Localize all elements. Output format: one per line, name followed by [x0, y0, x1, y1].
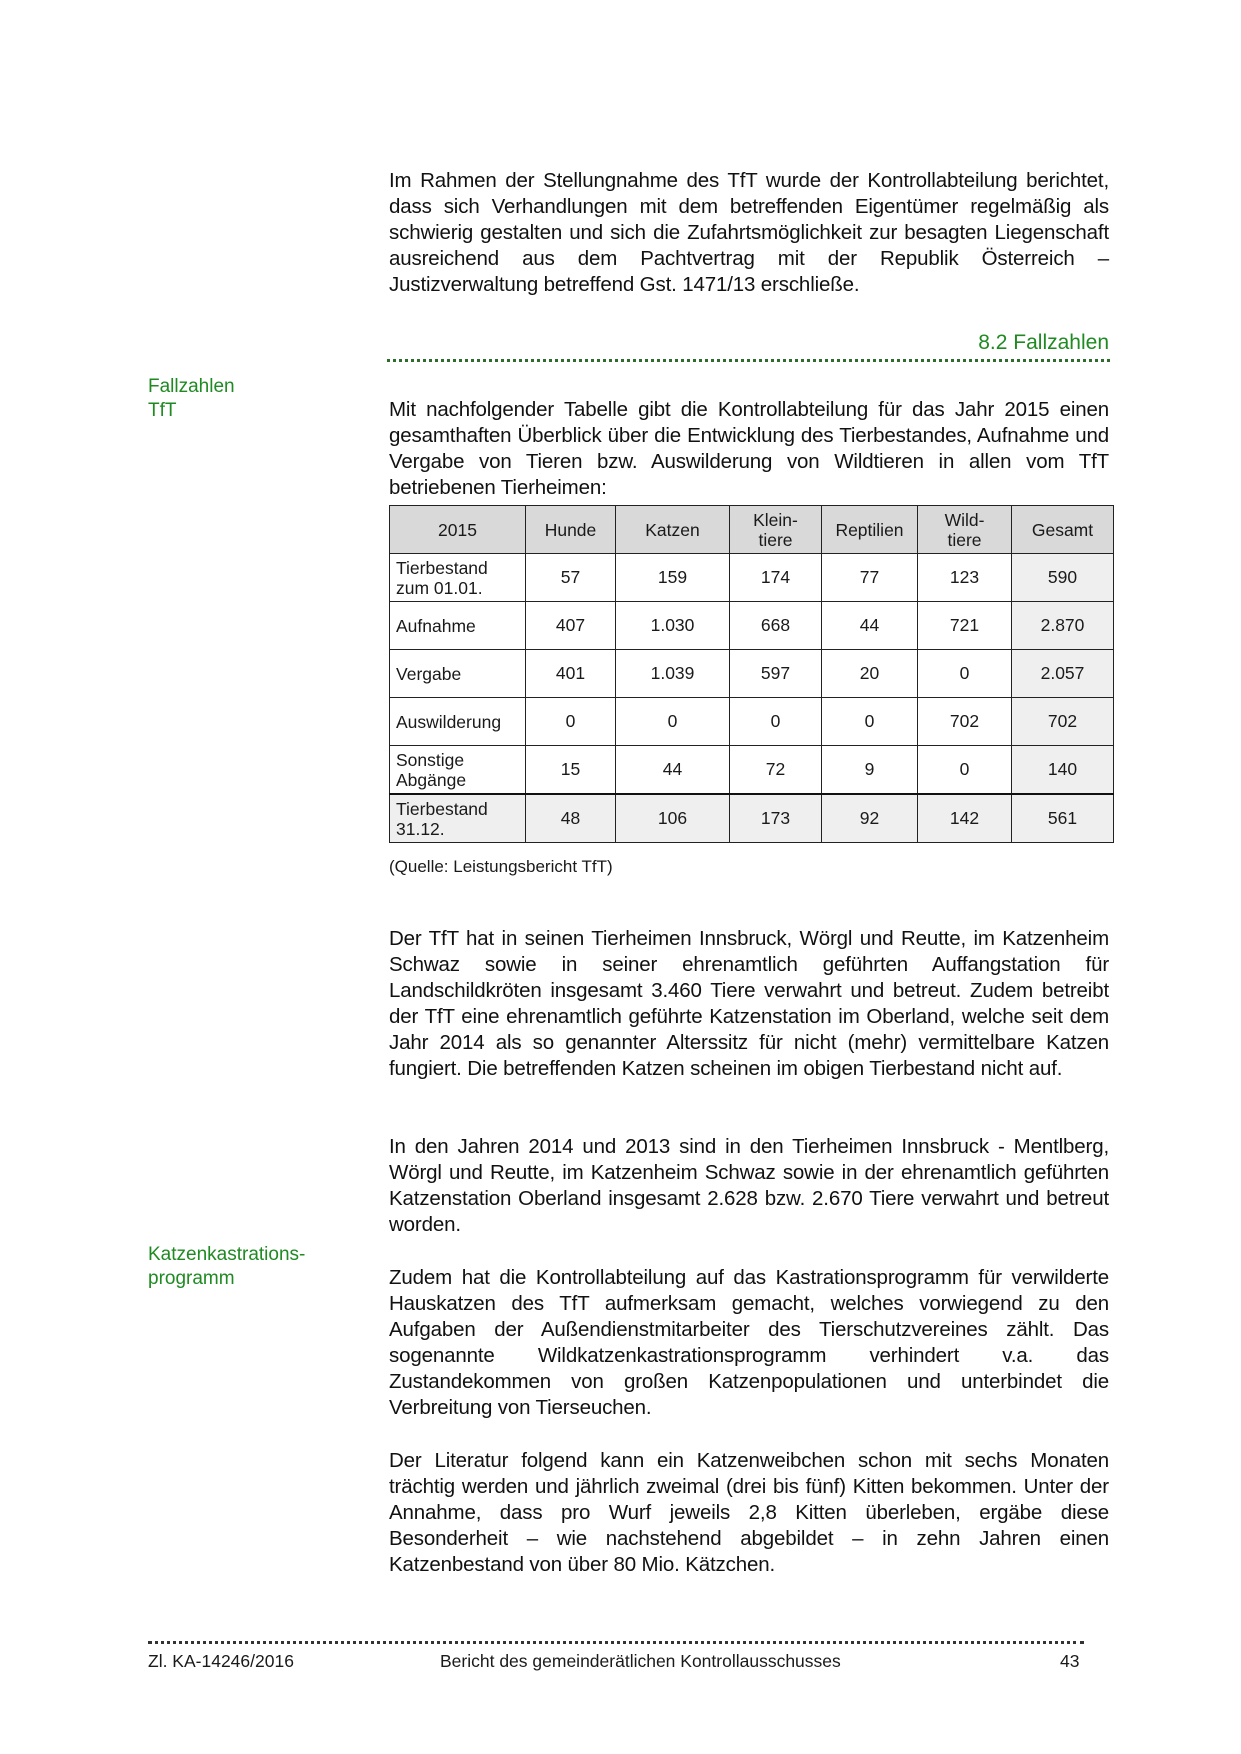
- table-row: [390, 698, 1114, 746]
- margin-label-line: Katzenkastrations-: [148, 1244, 306, 1265]
- row-label-line: Sonstige: [396, 749, 465, 770]
- paragraph-jahre: In den Jahren 2014 und 2013 sind in den Tierheimen Innsbruck - Mentlberg, Wörgl und Reutte, im Katzenheim Schwaz sowie in der ehrenamtlich geführten Katzenstation Oberland insgesamt 2.628 bzw. 2.670 Tiere verwahrt und betreut worden.: [389, 1134, 1109, 1236]
- cell-kleintiere: 174: [730, 554, 822, 602]
- paragraph-table-intro: Mit nachfolgender Tabelle gibt die Kontrollabteilung für das Jahr 2015 einen gesamthaften Überblick über die Entwicklung des Tierbestandes, Aufnahme und Vergabe von Tieren bzw. Auswilderung von Wildtieren in allen vom TfT betriebenen Tierheimen:: [389, 397, 1109, 499]
- row-label: [390, 554, 526, 602]
- cell-gesamt: 561: [1012, 794, 1114, 843]
- cell-kleintiere: 173: [730, 794, 822, 843]
- margin-label-line: programm: [148, 1268, 235, 1289]
- footer-title: Bericht des gemeinderätlichen Kontrollausschusses: [440, 1651, 841, 1671]
- cell-katzen: 1.039: [616, 650, 730, 698]
- cell-reptilien: 0: [822, 698, 918, 746]
- table-header-row: [390, 506, 1114, 554]
- header-line: tiere: [758, 529, 793, 550]
- row-label-line: Tierbestand: [396, 557, 488, 578]
- section-heading: 8.2 Fallzahlen: [978, 331, 1109, 354]
- cell-wildtiere: 142: [918, 794, 1012, 843]
- cell-kleintiere: 597: [730, 650, 822, 698]
- cell-kleintiere: 668: [730, 602, 822, 650]
- cell-katzen: 44: [616, 746, 730, 795]
- cell-hunde: 48: [526, 794, 616, 843]
- paragraph-literatur: Der Literatur folgend kann ein Katzenweibchen schon mit sechs Monaten trächtig werden und jährlich zweimal (drei bis fünf) Kitten bekommen. Unter der Annahme, dass pro Wurf jeweils 2,8 Kitten überleben, ergäbe diese Besonderheit – wie nachstehend abgebildet – in zehn Jahren einen Katzenbestand von über 80 Mio. Kätzchen.: [389, 1448, 1109, 1576]
- cell-hunde: 401: [526, 650, 616, 698]
- header-line: Klein-: [753, 509, 798, 530]
- cell-kleintiere: 0: [730, 698, 822, 746]
- cell-gesamt: 590: [1012, 554, 1114, 602]
- cell-katzen: 0: [616, 698, 730, 746]
- footer-divider: [148, 1641, 1084, 1644]
- row-label-line: zum 01.01.: [396, 577, 483, 598]
- column-header-year: 2015: [390, 506, 526, 554]
- table-row: [390, 650, 1114, 698]
- column-header-wildtiere: [918, 506, 1012, 554]
- table-row-final: [390, 794, 1114, 843]
- row-label: [390, 794, 526, 843]
- row-label: Aufnahme: [390, 602, 526, 650]
- table-row: [390, 746, 1114, 795]
- cell-wildtiere: 721: [918, 602, 1012, 650]
- cell-gesamt: 2.870: [1012, 602, 1114, 650]
- header-line: Wild-: [944, 509, 985, 530]
- margin-label-fallzahlen: [148, 375, 368, 423]
- cell-hunde: 0: [526, 698, 616, 746]
- table-source: (Quelle: Leistungsbericht TfT): [389, 857, 613, 876]
- paragraph-tierheime: Der TfT hat in seinen Tierheimen Innsbruck, Wörgl und Reutte, im Katzenheim Schwaz sowie in seiner ehrenamtlich geführten Auffangstation für Landschildkröten insgesamt 3.460 Tiere verwahrt und betreut. Zudem betreibt der TfT eine ehrenamtlich geführte Katzenstation im Oberland, welche seit dem Jahr 2014 als so genannter Alterssitz für nicht (mehr) vermittelbare Katzen fungiert. Die betreffenden Katzen scheinen im obigen Tierbestand nicht auf.: [389, 926, 1109, 1080]
- cell-hunde: 407: [526, 602, 616, 650]
- row-label: Vergabe: [390, 650, 526, 698]
- row-label: [390, 746, 526, 795]
- column-header-hunde: Hunde: [526, 506, 616, 554]
- header-line: tiere: [947, 529, 982, 550]
- cell-reptilien: 20: [822, 650, 918, 698]
- table-row: [390, 554, 1114, 602]
- cell-gesamt: 702: [1012, 698, 1114, 746]
- row-label-line: 31.12.: [396, 818, 445, 839]
- column-header-gesamt: Gesamt: [1012, 506, 1114, 554]
- row-label-line: Abgänge: [396, 769, 467, 790]
- margin-label-line: TfT: [148, 400, 177, 421]
- cell-wildtiere: 0: [918, 650, 1012, 698]
- cell-hunde: 15: [526, 746, 616, 795]
- cell-katzen: 159: [616, 554, 730, 602]
- cell-kleintiere: 72: [730, 746, 822, 795]
- table-row: [390, 602, 1114, 650]
- footer-reference: Zl. KA-14246/2016: [148, 1651, 294, 1671]
- cell-wildtiere: 702: [918, 698, 1012, 746]
- section-divider: [387, 359, 1110, 362]
- fallzahlen-table: [389, 505, 1114, 843]
- cell-reptilien: 77: [822, 554, 918, 602]
- column-header-reptilien: Reptilien: [822, 506, 918, 554]
- column-header-katzen: Katzen: [616, 506, 730, 554]
- cell-gesamt: 140: [1012, 746, 1114, 795]
- column-header-kleintiere: [730, 506, 822, 554]
- margin-label-kastration: [148, 1243, 368, 1291]
- cell-reptilien: 9: [822, 746, 918, 795]
- row-label: Auswilderung: [390, 698, 526, 746]
- cell-gesamt: 2.057: [1012, 650, 1114, 698]
- cell-wildtiere: 123: [918, 554, 1012, 602]
- row-label-line: Tierbestand: [396, 798, 488, 819]
- paragraph-intro: Im Rahmen der Stellungnahme des TfT wurde der Kontrollabteilung berichtet, dass sich Verhandlungen mit dem betreffenden Eigentümer regelmäßig als schwierig gestalten und sich die Zufahrtsmöglichkeit zur besagten Liegenschaft ausreichend aus dem Pachtvertrag mit der Republik Österreich – Justizverwaltung betreffend Gst. 1471/13 erschließe.: [389, 168, 1109, 296]
- margin-label-line: Fallzahlen: [148, 376, 235, 397]
- cell-hunde: 57: [526, 554, 616, 602]
- cell-katzen: 106: [616, 794, 730, 843]
- footer-page-number: 43: [1060, 1651, 1080, 1671]
- cell-reptilien: 44: [822, 602, 918, 650]
- cell-katzen: 1.030: [616, 602, 730, 650]
- cell-wildtiere: 0: [918, 746, 1012, 795]
- cell-reptilien: 92: [822, 794, 918, 843]
- paragraph-kastration: Zudem hat die Kontrollabteilung auf das Kastrationsprogramm für verwilderte Hauskatzen des TfT aufmerksam gemacht, welches vorwiegend zu den Aufgaben der Außendienstmitarbeiter des Tierschutzvereines zählt. Das sogenannte Wildkatzenkastrationsprogramm verhindert v.a. das Zustandekommen von großen Katzenpopulationen und unterbindet die Verbreitung von Tierseuchen.: [389, 1265, 1109, 1419]
